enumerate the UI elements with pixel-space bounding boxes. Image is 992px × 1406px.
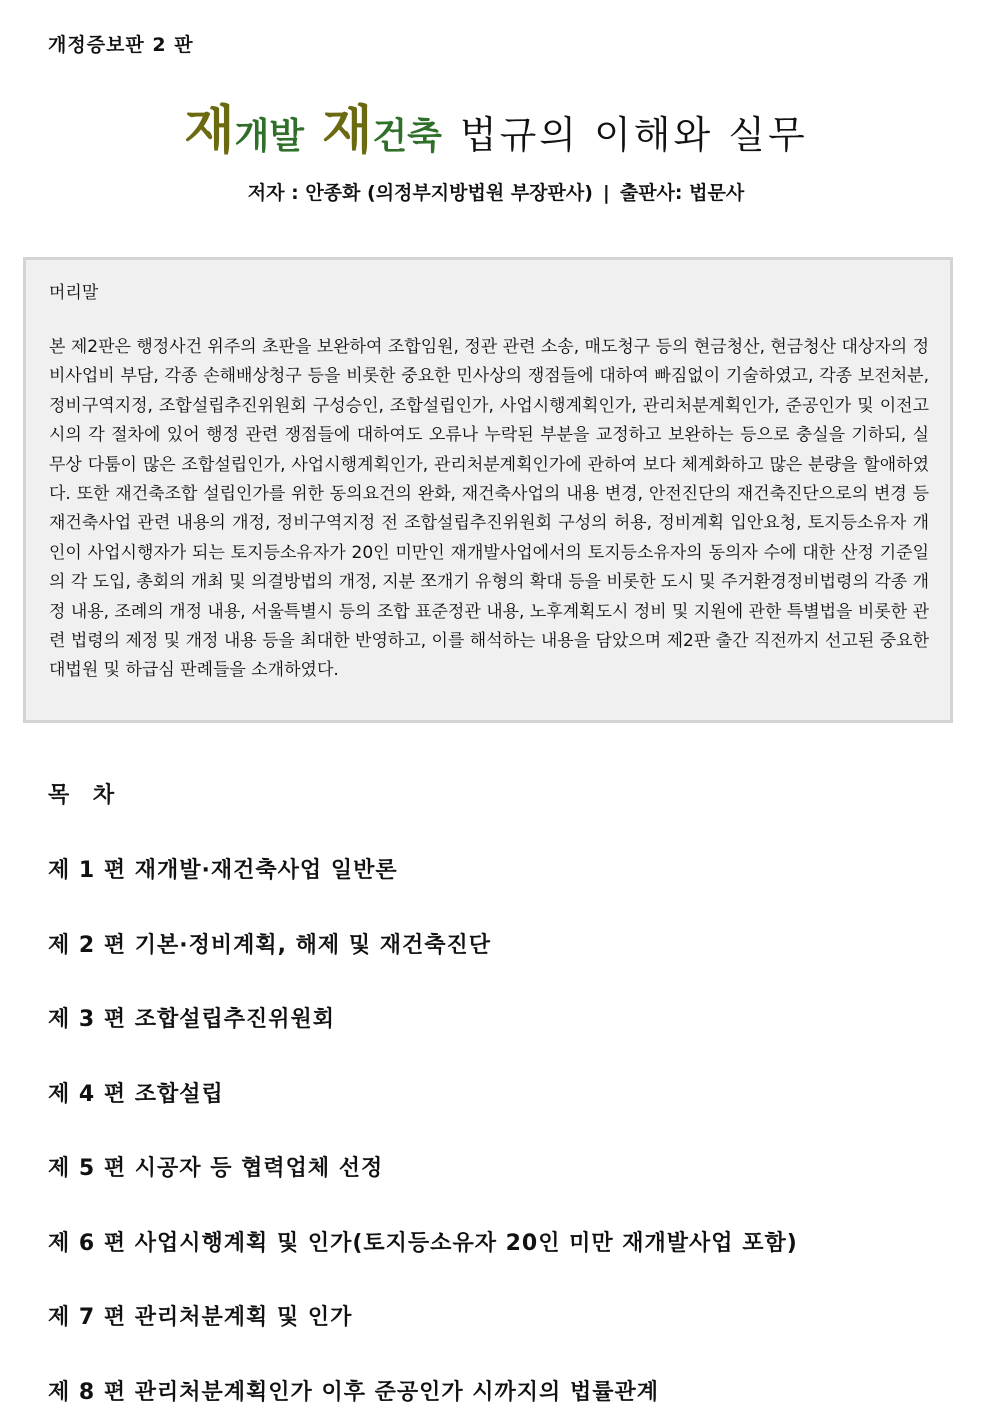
toc-item-2[interactable]: 제 2 편 기본·정비계획, 해제 및 재건축진단 xyxy=(48,933,492,958)
book-title xyxy=(0,88,992,163)
toc-item-1[interactable]: 제 1 편 재개발·재건축사업 일반론 xyxy=(48,858,398,883)
title-part1-small: 개발 xyxy=(234,116,305,157)
preface-box xyxy=(23,257,953,723)
author-line xyxy=(0,178,992,205)
toc-item-4[interactable]: 제 4 편 조합설립 xyxy=(48,1082,224,1107)
title-part2-big: 재 xyxy=(322,101,373,161)
title-part1-big: 재 xyxy=(184,101,235,161)
toc-title: 목 차 xyxy=(48,783,123,808)
author-name: 저자 : 안종화 (의정부지방법원 부장판사) xyxy=(247,182,593,204)
toc-item-8[interactable]: 제 8 편 관리처분계획인가 이후 준공인가 시까지의 법률관계 xyxy=(48,1380,659,1405)
author-separator: | xyxy=(602,182,610,204)
title-part2-small: 건축 xyxy=(372,116,442,157)
toc-item-6[interactable]: 제 6 편 사업시행계획 및 인가(토지등소유자 20인 미만 재개발사업 포함) xyxy=(48,1231,798,1256)
publisher-name: 출판사: 법문사 xyxy=(619,182,745,204)
toc-item-3[interactable]: 제 3 편 조합설립추진위원회 xyxy=(48,1007,336,1032)
preface-heading: 머리말 xyxy=(49,283,99,303)
preface-body: 본 제2판은 행정사건 위주의 초판을 보완하여 조합임원, 정관 관련 소송, 매도청구 등의 현금청산, 현금청산 대상자의 정비사업비 부담, 각종 손해배상청구 등을 비롯한 중요한 민사상의 쟁점들에 대하여 빠짐없이 기술하였고, 각종 보전처분, 정비구역지정, 조합설립추진위원회 구성승인, 조합설립인가, 사업시행계획인가, 관리처분계획인가, 준공인가 및 이전고시의 각 절차에 있어 행정 관련 쟁점들에 대하여도 오류나 누락된 부분을 교정하고 보완하는 등으로 충실을 기하되, 실무상 다툼이 많은 조합설립인가, 사업시행계획인가, 관리처분계획인가에 관하여 보다 체계화하고 많은 분량을 할애하였다. 또한 재건축조합 설립인가를 위한 동의요건의 완화, 재건축사업의 내용 변경, 안전진단의 재건축진단으로의 변경 등 재건축사업 관련 내용의 개정, 정비구역지정 전 조합설립추진위원회 구성의 허용, 정비계획 입안요청, 토지등소유자 개인이 사업시행자가 되는 토지등소유자가 20인 미만인 재개발사업에서의 토지등소유자의 동의자 수에 대한 산정 기준일의 각 도입, 총회의 개최 및 의결방법의 개정, 지분 쪼개기 유형의 확대 등을 비롯한 도시 및 주거환경정비법령의 각종 개정 내용, 조례의 개정 내용, 서울특별시 등의 조합 표준정관 내용, 노후계획도시 정비 및 지원에 관한 특별법을 비롯한 관련 법령의 제정 및 개정 내용 등을 최대한 반영하고, 이를 해석하는 내용을 담았으며 제2판 출간 직전까지 선고된 중요한 대법원 및 하급심 판례들을 소개하였다. xyxy=(49,337,929,681)
edition-label: 개정증보판 2 판 xyxy=(48,34,194,56)
toc-item-5[interactable]: 제 5 편 시공자 등 협력업체 선정 xyxy=(48,1156,384,1181)
title-rest: 법규의 이해와 실무 xyxy=(459,113,808,157)
toc-item-7[interactable]: 제 7 편 관리처분계획 및 인가 xyxy=(48,1305,353,1330)
